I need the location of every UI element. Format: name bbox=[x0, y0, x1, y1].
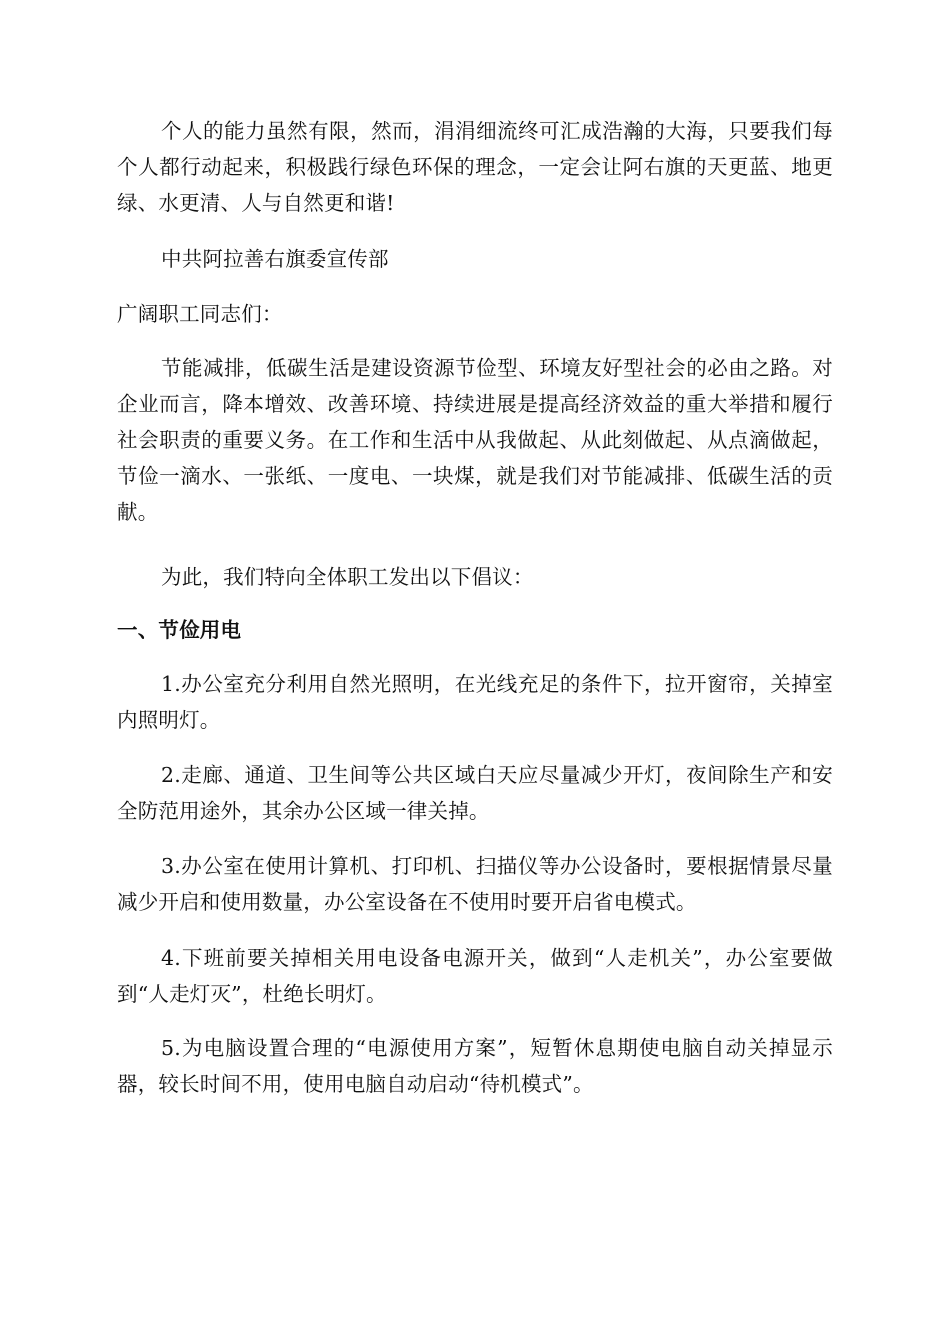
list-item: 2.走廊、通道、卫生间等公共区域白天应尽量减少开灯，夜间除生产和安全防范用途外，其余办公区域一律关掉。 bbox=[117, 763, 833, 823]
list-item: 1.办公室充分利用自然光照明，在光线充足的条件下，拉开窗帘，关掉室内照明灯。 bbox=[117, 672, 833, 732]
signature-line: 中共阿拉善右旗委宣传部 bbox=[161, 247, 389, 271]
proposal-paragraph: 为此，我们特向全体职工发出以下倡议： bbox=[161, 565, 534, 589]
list-item: 5.为电脑设置合理的“电源使用方案”，短暂休息期使电脑自动关掉显示器，较长时间不用，使用电脑自动启动“待机模式”。 bbox=[117, 1036, 833, 1096]
list-item: 4.下班前要关掉相关用电设备电源开关，做到“人走机关”，办公室要做到“人走灯灭”，杜绝长明灯。 bbox=[117, 946, 833, 1006]
intro-paragraph: 节能减排，低碳生活是建设资源节俭型、环境友好型社会的必由之路。对企业而言，降本增效、改善环境、持续进展是提高经济效益的重大举措和履行社会职责的重要义务。在工作和生活中从我做起、从此刻做起、从点滴做起，节俭一滴水、一张纸、一度电、一块煤，就是我们对节能减排、低碳生活的贡献。 bbox=[117, 356, 833, 524]
closing-paragraph: 个人的能力虽然有限，然而，涓涓细流终可汇成浩瀚的大海，只要我们每个人都行动起来，积极践行绿色环保的理念，一定会让阿右旗的天更蓝、地更绿、水更清、人与自然更和谐! bbox=[117, 119, 833, 215]
list-item: 3.办公室在使用计算机、打印机、扫描仪等办公设备时，要根据情景尽量减少开启和使用数量，办公室设备在不使用时要开启省电模式。 bbox=[117, 854, 833, 914]
salutation-line: 广阔职工同志们： bbox=[117, 302, 283, 326]
section-heading: 一、节俭用电 bbox=[117, 618, 242, 642]
